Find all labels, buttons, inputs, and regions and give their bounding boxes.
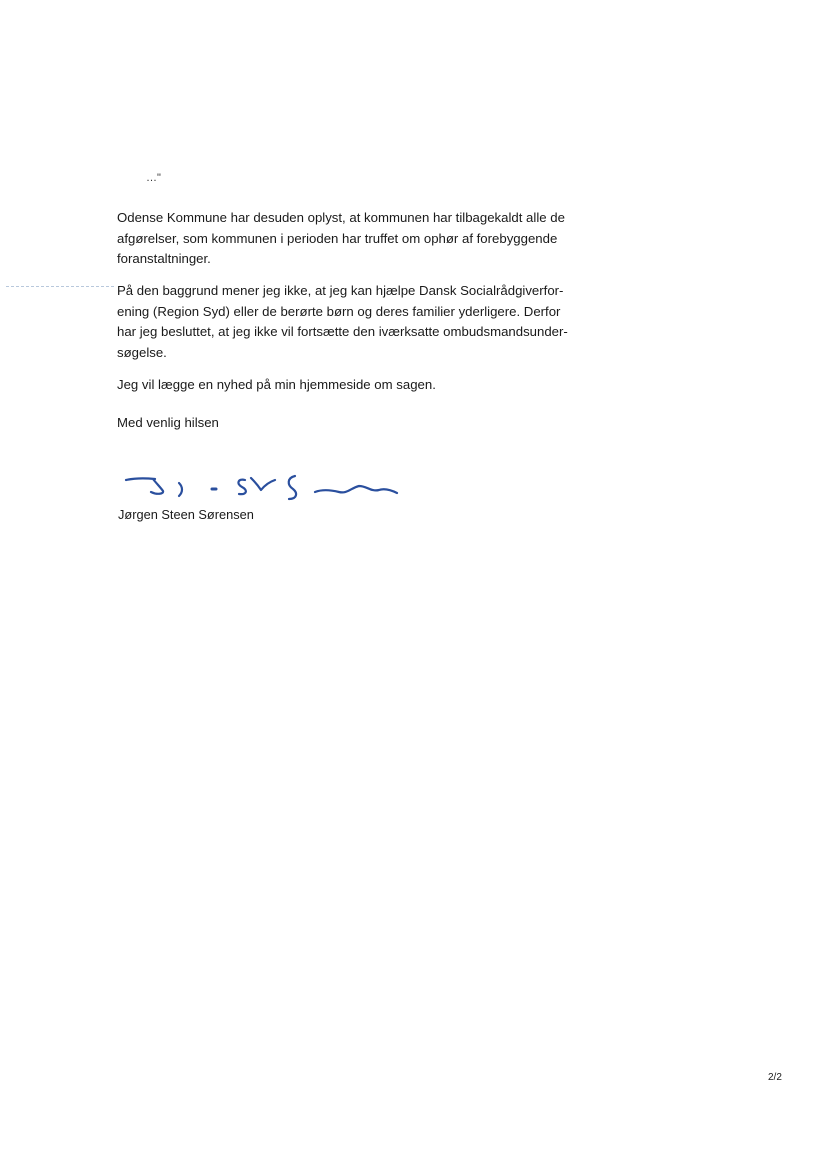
handwritten-signature: [117, 466, 407, 506]
paragraph-line: foranstaltninger.: [117, 251, 211, 266]
paragraph-line: har jeg besluttet, at jeg ikke vil fortsætte den iværksatte ombudsmandsunder-: [117, 324, 568, 339]
signer-name: Jørgen Steen Sørensen: [118, 507, 254, 522]
paragraph-news: [117, 375, 587, 396]
paragraph-line: afgørelser, som kommunen i perioden har truffet om ophør af forebyggende: [117, 230, 558, 246]
paragraph-line: Odense Kommune har desuden oplyst, at kommunen har tilbagekaldt alle de: [117, 210, 565, 225]
paragraph-kommune: [117, 208, 587, 270]
paragraph-conclusion: [117, 281, 587, 363]
paragraph-line: Jeg vil lægge en nyhed på min hjemmeside om sagen.: [117, 377, 436, 392]
paragraph-line: På den baggrund mener jeg ikke, at jeg kan hjælpe Dansk Socialrådgiverfor-: [117, 283, 564, 298]
scan-artifact-line: [6, 286, 114, 287]
closing-greeting: Med venlig hilsen: [117, 415, 219, 430]
page-number: 2/2: [768, 1072, 782, 1083]
paragraph-line: ening (Region Syd) eller de berørte børn og deres familier yderligere. Derfor: [117, 303, 561, 319]
paragraph-line: søgelse.: [117, 344, 167, 360]
quote-ending: …": [146, 172, 161, 184]
